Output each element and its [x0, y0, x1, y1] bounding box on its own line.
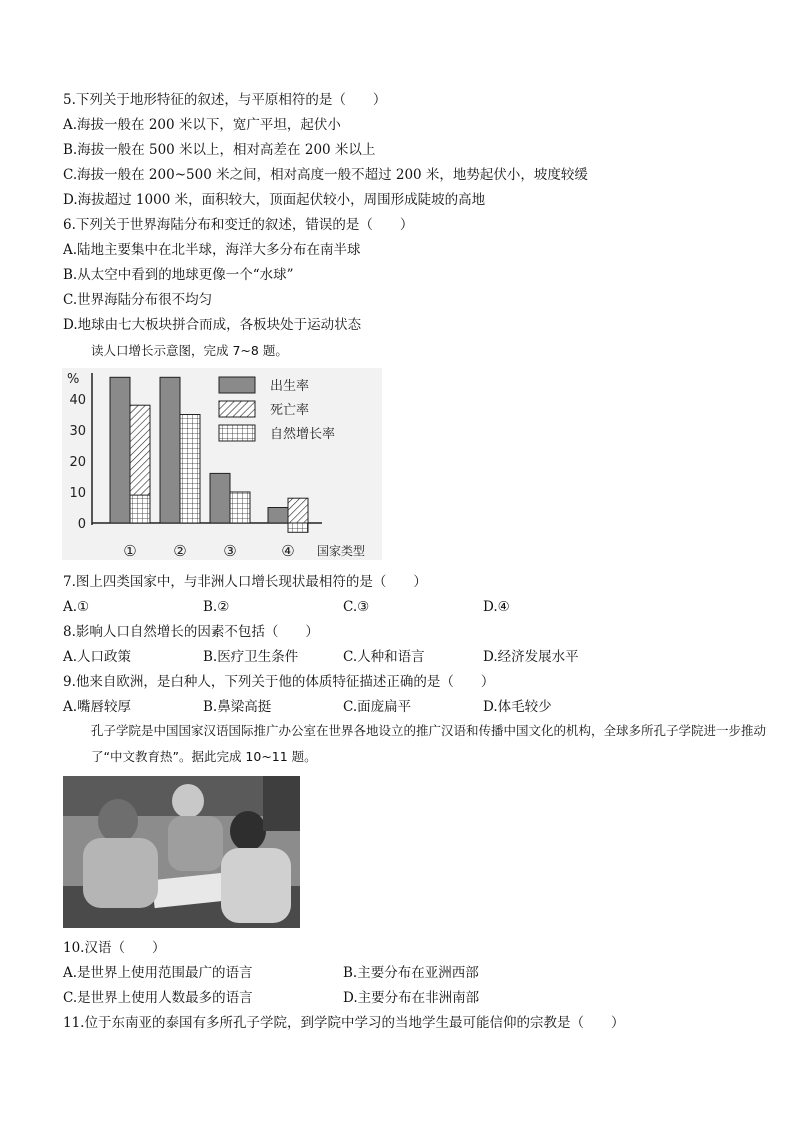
q8-option-c: C.人种和语言 [343, 649, 425, 665]
bar-natural-growth-rate [288, 523, 308, 532]
y-tick-label: 10 [69, 486, 86, 501]
population-growth-chart [62, 368, 382, 560]
y-tick-label: 40 [69, 393, 86, 408]
q7-stem: 7.图上四类国家中，与非洲人口增长现状最相符的是（ ） [63, 574, 427, 590]
q5-option-a: A.海拔一般在 200 米以下，宽广平坦，起伏小 [63, 117, 341, 133]
bar-natural-growth-rate [180, 415, 200, 524]
x-tick-label: ② [173, 542, 187, 560]
legend-swatch [219, 401, 255, 417]
q7-option-b: B.② [203, 599, 230, 615]
bar-natural-growth-rate [130, 495, 150, 523]
q11-stem: 11.位于东南亚的泰国有多所孔子学院，到学院中学习的当地学生最可能信仰的宗教是（ ） [63, 1015, 625, 1031]
intro-7-8: 读人口增长示意图，完成 7~8 题。 [91, 343, 288, 358]
y-axis-label: % [67, 372, 80, 387]
q5-option-c: C.海拔一般在 200~500 米之间，相对高度一般不超过 200 米，地势起伏小，坡度较缓 [63, 167, 588, 183]
q8-option-a: A.人口政策 [63, 649, 132, 665]
y-tick-label: 30 [69, 424, 86, 439]
legend-swatch [219, 425, 255, 441]
bar-birth-rate [268, 508, 288, 524]
legend-label: 自然增长率 [270, 427, 336, 442]
q10-option-b: B.主要分布在亚洲西部 [343, 965, 479, 981]
bar-death-rate [288, 498, 308, 523]
y-tick-label: 0 [77, 517, 86, 532]
q9-option-c: C.面庞扁平 [343, 699, 412, 715]
intro-10-11: 孔子学院是中国国家汉语国际推广办公室在世界各地设立的推广汉语和传播中国文化的机构，全球多所孔子学院进一步推动了“中文教育热”。据此完成 10~11 题。 [91, 723, 767, 764]
q6-option-c: C.世界海陆分布很不均匀 [63, 292, 213, 308]
legend-swatch [219, 377, 255, 393]
q7-option-a: A.① [63, 599, 90, 615]
q6-stem: 6.下列关于世界海陆分布和变迁的叙述，错误的是（ ） [63, 217, 414, 233]
x-tick-label: ① [123, 542, 137, 560]
q8-option-b: B.医疗卫生条件 [203, 649, 299, 665]
legend-label: 死亡率 [270, 403, 310, 418]
q10-option-c: C.是世界上使用人数最多的语言 [63, 990, 253, 1006]
q10-option-d: D.主要分布在非洲南部 [343, 990, 480, 1006]
q8-stem: 8.影响人口自然增长的因素不包括（ ） [63, 624, 319, 640]
bar-birth-rate [210, 473, 230, 523]
q10-stem: 10.汉语（ ） [63, 940, 166, 956]
q9-option-d: D.体毛较少 [483, 699, 552, 715]
q7-option-d: D.④ [483, 599, 510, 615]
population-growth-chart-svg [62, 368, 382, 560]
q5-stem: 5.下列关于地形特征的叙述，与平原相符的是（ ） [63, 92, 387, 108]
bar-birth-rate [110, 377, 130, 523]
q5-option-b: B.海拔一般在 500 米以上，相对高差在 200 米以上 [63, 142, 376, 158]
q8-option-d: D.经济发展水平 [483, 649, 579, 665]
legend-label: 出生率 [270, 379, 310, 394]
photo-classroom-icon [63, 776, 300, 928]
q5-option-d: D.海拔超过 1000 米，面积较大，顶面起伏较小，周围形成陡坡的高地 [63, 192, 486, 208]
q7-option-c: C.③ [343, 599, 370, 615]
q10-option-a: A.是世界上使用范围最广的语言 [63, 965, 253, 981]
q6-option-b: B.从太空中看到的地球更像一个“水球” [63, 267, 294, 283]
q6-option-d: D.地球由七大板块拼合而成，各板块处于运动状态 [63, 317, 362, 333]
q6-option-a: A.陆地主要集中在北半球，海洋大多分布在南半球 [63, 242, 361, 258]
x-tick-label: ④ [281, 542, 295, 560]
q9-option-a: A.嘴唇较厚 [63, 699, 132, 715]
y-tick-label: 20 [69, 455, 86, 470]
bar-birth-rate [160, 377, 180, 523]
x-axis-label: 国家类型 [317, 544, 366, 558]
bar-natural-growth-rate [230, 492, 250, 523]
classroom-photo [63, 776, 300, 928]
x-tick-label: ③ [223, 542, 237, 560]
q9-option-b: B.鼻梁高挺 [203, 699, 272, 715]
q9-stem: 9.他来自欧洲，是白种人，下列关于他的体质特征描述正确的是（ ） [63, 674, 495, 690]
